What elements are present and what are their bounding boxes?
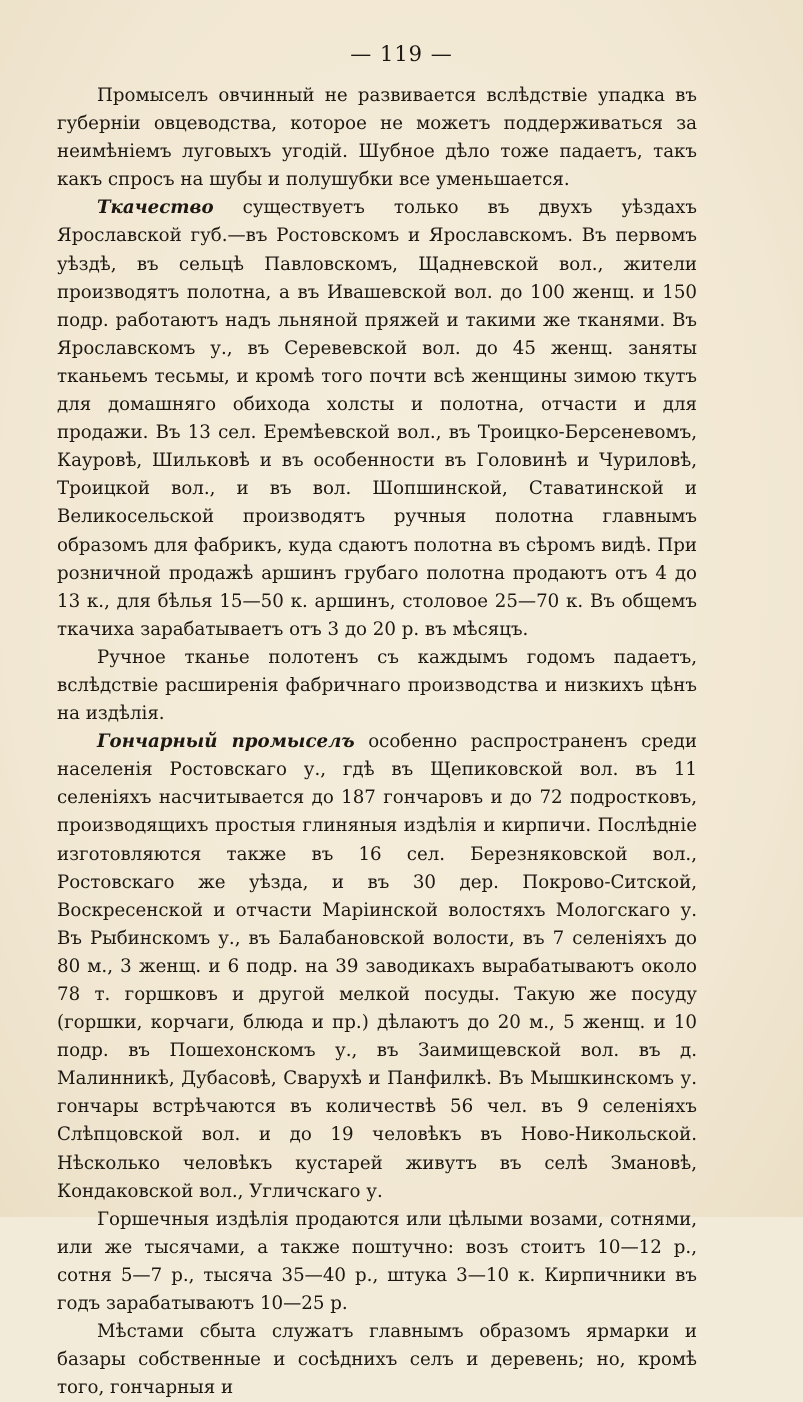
paragraph-text: Горшечныя издѣлія продаются или цѣлыми возами, сотнями, или же тысячами, а также поштучно: возъ стоитъ 10—12 р., сотня 5—7 р., тысяча 35—40 р., штука 3—10 к. Кирпичники въ годъ зарабатываютъ 10—25 р. bbox=[57, 1208, 697, 1315]
paragraph-pottery-prices bbox=[57, 1206, 697, 1318]
paragraph-text: особенно распространенъ среди населенія Ростовскаго у., гдѣ въ Щепиковской вол. въ 11 селеніяхъ насчитывается до 187 гончаровъ и до 72 подростковъ, производящихъ простыя глиняныя издѣлія и кирпичи. Послѣдніе изготовляются также въ 16 сел. Березняковской вол., Ростовскаго же уѣзда, и въ 30 дер. Покрово-Ситской, Воскресенской и отчасти Маріинской волостяхъ Мологскаго у. Въ Рыбинскомъ у., въ Балабановской волости, въ 7 селеніяхъ до 80 м., 3 женщ. и 6 подр. на 39 заводикахъ вырабатываютъ около 78 т. горшковъ и другой мелкой посуды. Такую же посуду (горшки, корчаги, блюда и пр.) дѣлаютъ до 20 м., 5 женщ. и 10 подр. въ Пошехонскомъ у., въ Заимищевской вол. въ д. Малинникѣ, Дубасовѣ, Сварухѣ и Панфилкѣ. Въ Мышкинскомъ у. гончары встрѣчаются въ количествѣ 56 чел. въ 9 селеніяхъ Слѣпцовской вол. и до 19 человѣкъ въ Ново-Никольской. Нѣсколько человѣкъ кустарей живутъ въ селѣ Змановѣ, Кондаковской вол., Угличскаго у. bbox=[57, 731, 698, 1202]
paragraph-pottery bbox=[57, 728, 697, 1206]
paragraph-sheepskin bbox=[57, 82, 697, 194]
paragraph-text: существуетъ только въ двухъ уѣздахъ Ярославской губ.—въ Ростовскомъ и Ярославскомъ. Въ первомъ уѣздѣ, въ сельцѣ Павловскомъ, Щадневской вол., жители производятъ полотна, а въ Ивашевской вол. до 100 женщ. и 150 подр. работаютъ надъ льняной пряжей и такими же тканями. Въ Ярославскомъ у., въ Серевевской вол. до 45 женщ. заняты тканьемъ тесьмы, и кромѣ того почти всѣ женщины зимою ткутъ для домашняго обихода холсты и полотна, отчасти и для продажи. Въ 13 сел. Еремѣевской вол., въ Троицко-Берсеневомъ, Кауровѣ, Шильковѣ и въ особенности въ Головинѣ и Чуриловѣ, Троицкой вол., и въ вол. Шопшинской, Ставатинской и Великосельской производятъ ручныя полотна главнымъ образомъ для фабрикъ, куда сдаютъ полотна въ сѣромъ видѣ. При розничной продажѣ аршинъ грубаго полотна продаютъ отъ 4 до 13 к., для бѣлья 15—50 к. аршинъ, столовое 25—70 к. Въ общемъ ткачиха зарабатываетъ отъ 3 до 20 р. въ мѣсяцъ. bbox=[57, 197, 697, 640]
body-text bbox=[57, 82, 697, 1402]
page-number: — 119 — bbox=[350, 42, 453, 66]
paragraph-text: Ручное тканье полотенъ съ каждымъ годомъ падаетъ, вслѣдствіе расширенія фабричнаго производства и низкихъ цѣнъ на издѣлія. bbox=[57, 646, 697, 725]
paragraph-lead: Ткачество bbox=[97, 197, 214, 219]
paragraph-weaving bbox=[57, 194, 697, 644]
paragraph-lead: Гончарный промыселъ bbox=[97, 731, 355, 753]
paragraph-markets bbox=[57, 1318, 697, 1402]
paragraph-text: Мѣстами сбыта служатъ главнымъ образомъ ярмарки и базары собственные и сосѣднихъ селъ и деревень; но, кромѣ того, гончарныя и bbox=[57, 1321, 697, 1399]
paragraph-text: Промыселъ овчинный не развивается вслѣдствіе упадка въ губерніи овцеводства, которое не можетъ поддерживаться за неимѣніемъ луговыхъ угодій. Шубное дѣло тоже падаетъ, такъ какъ спросъ на шубы и полушубки все уменьшается. bbox=[57, 85, 697, 191]
paragraph-hand-weaving bbox=[57, 644, 697, 728]
